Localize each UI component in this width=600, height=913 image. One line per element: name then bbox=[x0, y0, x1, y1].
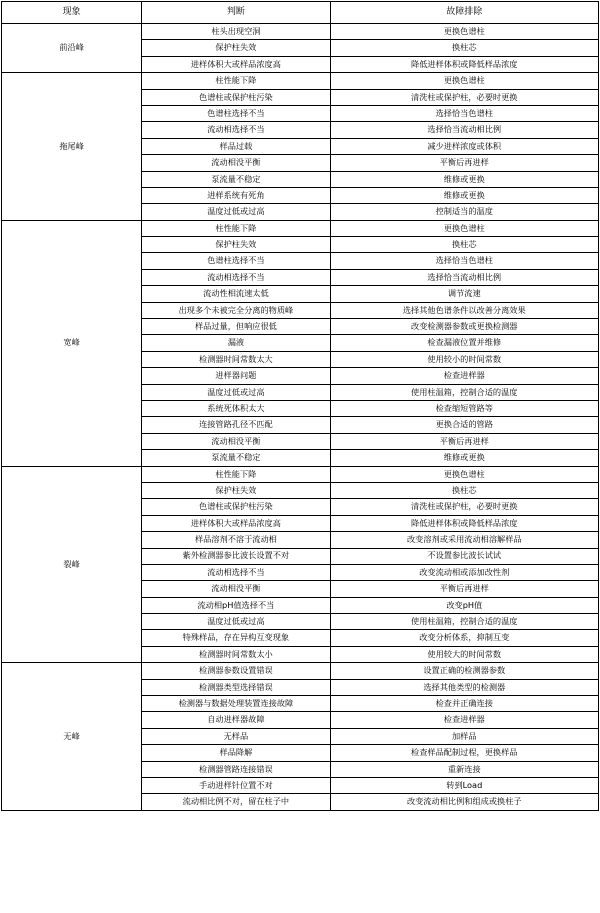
fix-cell: 检查缩短管路等 bbox=[330, 400, 598, 416]
judgement-cell: 样品溶剂不溶于流动相 bbox=[142, 532, 330, 548]
fix-cell: 换柱芯 bbox=[330, 40, 598, 56]
fix-cell: 改变流动相或添加改性剂 bbox=[330, 564, 598, 580]
judgement-cell: 手动进样针位置不对 bbox=[142, 777, 330, 793]
judgement-cell: 色谱柱或保护柱污染 bbox=[142, 499, 330, 515]
fix-cell: 改变pH值 bbox=[330, 597, 598, 613]
fault-troubleshooting-table bbox=[1, 1, 599, 811]
judgement-cell: 保护柱失效 bbox=[142, 40, 330, 56]
fix-cell: 改变检测器参数或更换检测器 bbox=[330, 319, 598, 335]
judgement-cell: 进样体积大或样品浓度高 bbox=[142, 56, 330, 72]
judgement-cell: 流动相没平衡 bbox=[142, 155, 330, 171]
judgement-cell: 进样器问题 bbox=[142, 368, 330, 384]
group-label-0: 前沿峰 bbox=[2, 24, 142, 73]
judgement-cell: 漏液 bbox=[142, 335, 330, 351]
fix-cell: 选择其他类型的检测器 bbox=[330, 679, 598, 695]
judgement-cell: 检测器时间常数太小 bbox=[142, 646, 330, 662]
judgement-cell: 无样品 bbox=[142, 728, 330, 744]
judgement-cell: 检测器参数设置错误 bbox=[142, 663, 330, 679]
fix-cell: 换柱芯 bbox=[330, 482, 598, 498]
fix-cell: 清洗柱或保护柱，必要时更换 bbox=[330, 89, 598, 105]
judgement-cell: 保护柱失效 bbox=[142, 237, 330, 253]
fix-cell: 维修或更换 bbox=[330, 171, 598, 187]
judgement-cell: 流动相选择不当 bbox=[142, 269, 330, 285]
fix-cell: 降低进样体积或降低样品浓度 bbox=[330, 515, 598, 531]
fix-cell: 使用柱温箱，控制合适的温度 bbox=[330, 614, 598, 630]
judgement-cell: 检测器与数据处理装置连接故障 bbox=[142, 696, 330, 712]
judgement-cell: 进样系统有死角 bbox=[142, 187, 330, 203]
judgement-cell: 流动相选择不当 bbox=[142, 564, 330, 580]
table-row bbox=[2, 663, 599, 679]
fix-cell: 清洗柱或保护柱，必要时更换 bbox=[330, 499, 598, 515]
fix-cell: 不设置参比波长试试 bbox=[330, 548, 598, 564]
fix-cell: 检查漏液位置并维修 bbox=[330, 335, 598, 351]
judgement-cell: 温度过低或过高 bbox=[142, 614, 330, 630]
column-header-phenomenon: 现象 bbox=[2, 2, 142, 24]
group-label-2: 宽峰 bbox=[2, 220, 142, 466]
judgement-cell: 检测器类型选择错误 bbox=[142, 679, 330, 695]
judgement-cell: 流动相比例不对，留在柱子中 bbox=[142, 794, 330, 810]
fix-cell: 使用柱温箱，控制合适的温度 bbox=[330, 384, 598, 400]
judgement-cell: 样品过载 bbox=[142, 138, 330, 154]
fix-cell: 设置正确的检测器参数 bbox=[330, 663, 598, 679]
table-header-row bbox=[2, 2, 599, 24]
group-label-4: 无峰 bbox=[2, 663, 142, 811]
judgement-cell: 柱性能下降 bbox=[142, 220, 330, 236]
judgement-cell: 泵流量不稳定 bbox=[142, 450, 330, 466]
fix-cell: 平衡后再进样 bbox=[330, 155, 598, 171]
fix-cell: 更换色谱柱 bbox=[330, 220, 598, 236]
fix-cell: 选择恰当流动相比例 bbox=[330, 269, 598, 285]
fix-cell: 检查样品配制过程，更换样品 bbox=[330, 745, 598, 761]
fix-cell: 选择恰当色谱柱 bbox=[330, 105, 598, 121]
judgement-cell: 检测器时间常数太大 bbox=[142, 351, 330, 367]
fix-cell: 改变分析体系，抑制互变 bbox=[330, 630, 598, 646]
fix-cell: 调节流速 bbox=[330, 286, 598, 302]
fix-cell: 维修或更换 bbox=[330, 450, 598, 466]
column-header-judgement: 判断 bbox=[142, 2, 330, 24]
fix-cell: 维修或更换 bbox=[330, 187, 598, 203]
fix-cell: 选择恰当流动相比例 bbox=[330, 122, 598, 138]
fix-cell: 降低进样体积或降低样品浓度 bbox=[330, 56, 598, 72]
judgement-cell: 连接管路孔径不匹配 bbox=[142, 417, 330, 433]
judgement-cell: 出现多个未被完全分离的物质峰 bbox=[142, 302, 330, 318]
table-row bbox=[2, 466, 599, 482]
judgement-cell: 柱性能下降 bbox=[142, 73, 330, 89]
judgement-cell: 保护柱失效 bbox=[142, 482, 330, 498]
fix-cell: 使用较大的时间常数 bbox=[330, 646, 598, 662]
fix-cell: 平衡后再进样 bbox=[330, 433, 598, 449]
judgement-cell: 样品过量，但响应很低 bbox=[142, 319, 330, 335]
judgement-cell: 泵流量不稳定 bbox=[142, 171, 330, 187]
fix-cell: 减少进样浓度或体积 bbox=[330, 138, 598, 154]
judgement-cell: 色谱柱选择不当 bbox=[142, 105, 330, 121]
fix-cell: 更换色谱柱 bbox=[330, 24, 598, 40]
table-row bbox=[2, 24, 599, 40]
fix-cell: 转到Load bbox=[330, 777, 598, 793]
fix-cell: 检查进样器 bbox=[330, 712, 598, 728]
judgement-cell: 样品降解 bbox=[142, 745, 330, 761]
fix-cell: 平衡后再进样 bbox=[330, 581, 598, 597]
group-label-1: 拖尾峰 bbox=[2, 73, 142, 221]
table-row bbox=[2, 220, 599, 236]
judgement-cell: 流动相没平衡 bbox=[142, 433, 330, 449]
judgement-cell: 流动相没平衡 bbox=[142, 581, 330, 597]
judgement-cell: 流动性相流速太低 bbox=[142, 286, 330, 302]
judgement-cell: 进样体积大或样品浓度高 bbox=[142, 515, 330, 531]
column-header-fix: 故障排除 bbox=[330, 2, 598, 24]
fix-cell: 选择恰当色谱柱 bbox=[330, 253, 598, 269]
judgement-cell: 柱头出现空洞 bbox=[142, 24, 330, 40]
fix-cell: 更换色谱柱 bbox=[330, 466, 598, 482]
judgement-cell: 色谱柱选择不当 bbox=[142, 253, 330, 269]
fix-cell: 使用较小的时间常数 bbox=[330, 351, 598, 367]
group-label-3: 裂峰 bbox=[2, 466, 142, 663]
fix-cell: 改变流动相比例和组成或换柱子 bbox=[330, 794, 598, 810]
fix-cell: 加样品 bbox=[330, 728, 598, 744]
judgement-cell: 柱性能下降 bbox=[142, 466, 330, 482]
fix-cell: 更换色谱柱 bbox=[330, 73, 598, 89]
judgement-cell: 检测器管路连接错误 bbox=[142, 761, 330, 777]
judgement-cell: 色谱柱或保护柱污染 bbox=[142, 89, 330, 105]
judgement-cell: 温度过低或过高 bbox=[142, 384, 330, 400]
judgement-cell: 系统死体积太大 bbox=[142, 400, 330, 416]
fix-cell: 更换合适的管路 bbox=[330, 417, 598, 433]
judgement-cell: 特殊样品，存在异构互变现象 bbox=[142, 630, 330, 646]
judgement-cell: 流动相pH值选择不当 bbox=[142, 597, 330, 613]
fix-cell: 重新连接 bbox=[330, 761, 598, 777]
fix-cell: 检查并正确连接 bbox=[330, 696, 598, 712]
fix-cell: 选择其他色谱条件以改善分离效果 bbox=[330, 302, 598, 318]
judgement-cell: 温度过低或过高 bbox=[142, 204, 330, 220]
fix-cell: 换柱芯 bbox=[330, 237, 598, 253]
fix-cell: 检查进样器 bbox=[330, 368, 598, 384]
table-row bbox=[2, 73, 599, 89]
judgement-cell: 自动进样器故障 bbox=[142, 712, 330, 728]
fix-cell: 改变溶剂或采用流动相溶解样品 bbox=[330, 532, 598, 548]
judgement-cell: 紫外检测器参比波长设置不对 bbox=[142, 548, 330, 564]
judgement-cell: 流动相选择不当 bbox=[142, 122, 330, 138]
fix-cell: 控制适当的温度 bbox=[330, 204, 598, 220]
